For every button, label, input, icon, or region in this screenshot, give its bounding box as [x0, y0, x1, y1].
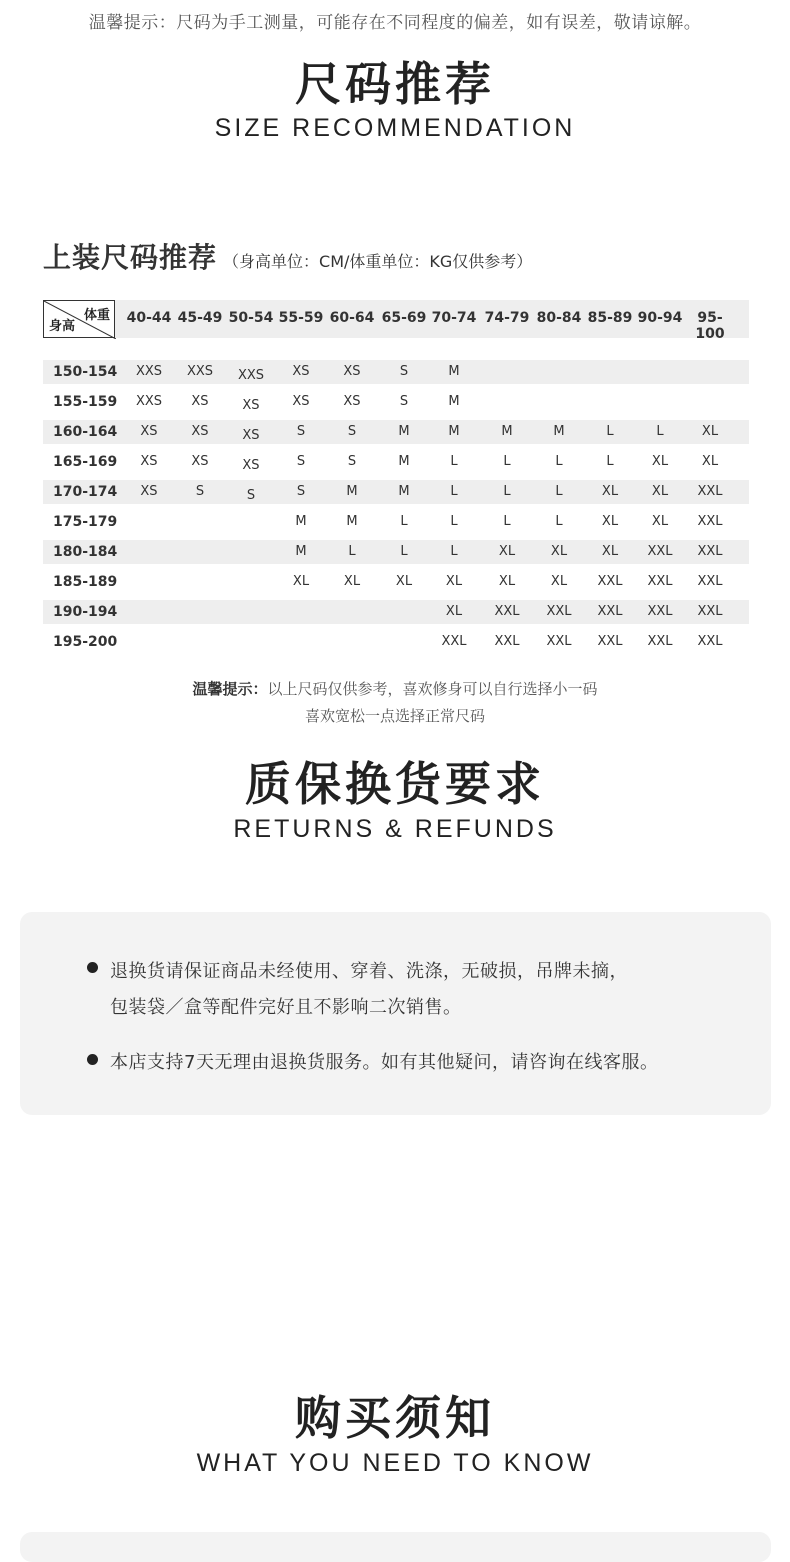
size-cell: S — [296, 484, 306, 499]
size-cell: L — [400, 514, 408, 529]
size-cell: S — [296, 424, 306, 439]
size-tip-line1 — [0, 678, 790, 699]
weight-column-header: 90-94 — [637, 310, 683, 326]
corner-weight-label: 体重 — [83, 308, 110, 323]
size-table-header — [43, 300, 749, 342]
height-range-cell: 175-179 — [53, 514, 118, 530]
height-range-cell: 150-154 — [53, 364, 118, 380]
size-cell: XXS — [135, 394, 163, 409]
size-cell: M — [448, 364, 460, 379]
size-cell: XXL — [647, 574, 673, 589]
weight-column-header: 74-79 — [484, 310, 530, 326]
weight-column-header: 45-49 — [177, 310, 223, 326]
size-cell: S — [246, 488, 256, 503]
table-row — [43, 630, 749, 654]
size-cell: XL — [498, 574, 516, 589]
size-cell: XXL — [697, 514, 723, 529]
size-cell: XXL — [546, 634, 572, 649]
size-cell: XXL — [494, 604, 520, 619]
size-cell: XS — [343, 364, 361, 379]
size-cell: XXL — [697, 544, 723, 559]
size-cell: M — [553, 424, 565, 439]
weight-column-header: 50-54 — [228, 310, 274, 326]
size-cell: M — [346, 514, 358, 529]
table-row — [43, 390, 749, 414]
know-info-box — [20, 1532, 771, 1562]
top-size-heading: 上装尺码推荐 — [43, 241, 218, 274]
weight-column-header: 85-89 — [587, 310, 633, 326]
size-cell: XS — [242, 428, 260, 443]
returns-bullet1-line2: 包装袋／盒等配件完好且不影响二次销售。 — [110, 997, 462, 1018]
size-cell: XXL — [697, 574, 723, 589]
size-cell: XXL — [647, 634, 673, 649]
size-tip-text: 以上尺码仅供参考，喜欢修身可以自行选择小一码 — [267, 680, 598, 698]
size-cell: M — [295, 544, 307, 559]
weight-column-header: 55-59 — [278, 310, 324, 326]
size-cell: XL — [343, 574, 361, 589]
size-cell: S — [347, 454, 357, 469]
size-notice: 温馨提示：尺码为手工测量，可能存在不同程度的偏差，如有误差，敬请谅解。 — [88, 13, 702, 33]
size-cell: XS — [191, 454, 209, 469]
size-cell: XS — [140, 484, 158, 499]
size-cell: XXS — [135, 364, 163, 379]
size-cell: XXS — [237, 368, 265, 383]
size-cell: XL — [601, 544, 619, 559]
size-cell: XL — [395, 574, 413, 589]
table-row — [43, 360, 749, 384]
bullet-dot-icon — [87, 1054, 98, 1065]
returns-title-cn: 质保换货要求 — [245, 757, 545, 811]
size-cell: L — [555, 454, 563, 469]
weight-column-header: 80-84 — [536, 310, 582, 326]
size-cell: XS — [292, 394, 310, 409]
corner-height-label: 身高 — [49, 319, 76, 334]
table-row — [43, 450, 749, 474]
table-row — [43, 510, 749, 534]
size-cell: XL — [701, 454, 719, 469]
size-cell: XXL — [647, 544, 673, 559]
size-cell: XL — [445, 604, 463, 619]
returns-bullet2: 本店支持7天无理由退换货服务。如有其他疑问，请咨询在线客服。 — [110, 1052, 659, 1073]
table-row — [43, 600, 749, 624]
table-row — [43, 570, 749, 594]
size-title-cn: 尺码推荐 — [295, 57, 495, 111]
size-cell: XL — [651, 454, 669, 469]
size-cell: XXL — [697, 634, 723, 649]
size-cell: M — [398, 454, 410, 469]
size-cell: XXL — [647, 604, 673, 619]
size-cell: L — [503, 454, 511, 469]
returns-info-box — [20, 912, 771, 1115]
size-cell: L — [606, 454, 614, 469]
size-cell: XXL — [546, 604, 572, 619]
table-row — [43, 540, 749, 564]
size-cell: XS — [292, 364, 310, 379]
size-cell: S — [195, 484, 205, 499]
size-cell: M — [295, 514, 307, 529]
size-tip-line2: 喜欢宽松一点选择正常尺码 — [304, 707, 485, 725]
size-cell: XL — [651, 514, 669, 529]
size-cell: M — [448, 394, 460, 409]
size-cell: XS — [191, 424, 209, 439]
height-range-cell: 185-189 — [53, 574, 118, 590]
size-cell: XXS — [186, 364, 214, 379]
size-cell: XXL — [441, 634, 467, 649]
weight-column-header: 40-44 — [126, 310, 172, 326]
table-corner-cell — [43, 300, 115, 338]
size-cell: M — [398, 424, 410, 439]
size-cell: XXL — [597, 574, 623, 589]
weight-column-header: 70-74 — [431, 310, 477, 326]
size-cell: XXL — [494, 634, 520, 649]
weight-column-header: 60-64 — [329, 310, 375, 326]
size-cell: XL — [550, 544, 568, 559]
size-cell: S — [296, 454, 306, 469]
size-cell: L — [450, 544, 458, 559]
know-title-en: WHAT YOU NEED TO KNOW — [196, 1449, 594, 1477]
size-cell: XS — [191, 394, 209, 409]
height-range-cell: 195-200 — [53, 634, 118, 650]
height-range-cell: 190-194 — [53, 604, 118, 620]
height-range-cell: 170-174 — [53, 484, 118, 500]
size-cell: XL — [701, 424, 719, 439]
size-cell: XS — [242, 458, 260, 473]
size-cell: XL — [292, 574, 310, 589]
size-tip-label: 温馨提示： — [192, 680, 268, 698]
size-cell: L — [450, 484, 458, 499]
size-cell: XL — [601, 484, 619, 499]
size-cell: XL — [445, 574, 463, 589]
size-cell: XXL — [597, 634, 623, 649]
height-range-cell: 180-184 — [53, 544, 118, 560]
size-cell: L — [656, 424, 664, 439]
size-cell: XL — [601, 514, 619, 529]
size-cell: XL — [550, 574, 568, 589]
size-cell: S — [399, 364, 409, 379]
size-cell: XXL — [597, 604, 623, 619]
weight-column-header: 95-100 — [695, 310, 725, 342]
unit-note: （身高单位：CM/体重单位：KG仅供参考） — [223, 252, 533, 271]
size-cell: L — [400, 544, 408, 559]
height-range-cell: 165-169 — [53, 454, 118, 470]
size-cell: XS — [140, 454, 158, 469]
size-cell: L — [503, 484, 511, 499]
know-title-cn: 购买须知 — [295, 1391, 495, 1445]
size-cell: XS — [343, 394, 361, 409]
returns-bullet1-line1: 退换货请保证商品未经使用、穿着、洗涤，无破损，吊牌未摘， — [110, 961, 628, 982]
height-range-cell: 155-159 — [53, 394, 118, 410]
size-cell: S — [399, 394, 409, 409]
size-cell: M — [501, 424, 513, 439]
size-cell: M — [448, 424, 460, 439]
table-row — [43, 480, 749, 504]
returns-title-en: RETURNS & REFUNDS — [233, 815, 557, 843]
weight-column-header: 65-69 — [381, 310, 427, 326]
size-cell: XL — [651, 484, 669, 499]
size-cell: XL — [498, 544, 516, 559]
size-cell: L — [606, 424, 614, 439]
bullet-dot-icon — [87, 962, 98, 973]
size-cell: M — [346, 484, 358, 499]
top-size-heading-row — [43, 236, 532, 276]
size-cell: XS — [140, 424, 158, 439]
size-cell: L — [450, 454, 458, 469]
size-title-en: SIZE RECOMMENDATION — [214, 114, 576, 142]
size-cell: S — [347, 424, 357, 439]
size-cell: XXL — [697, 604, 723, 619]
size-cell: XXL — [697, 484, 723, 499]
height-range-cell: 160-164 — [53, 424, 118, 440]
size-cell: L — [555, 484, 563, 499]
size-cell: XS — [242, 398, 260, 413]
size-cell: L — [503, 514, 511, 529]
size-cell: L — [450, 514, 458, 529]
table-row — [43, 420, 749, 444]
size-cell: M — [398, 484, 410, 499]
size-cell: L — [555, 514, 563, 529]
size-cell: L — [348, 544, 356, 559]
